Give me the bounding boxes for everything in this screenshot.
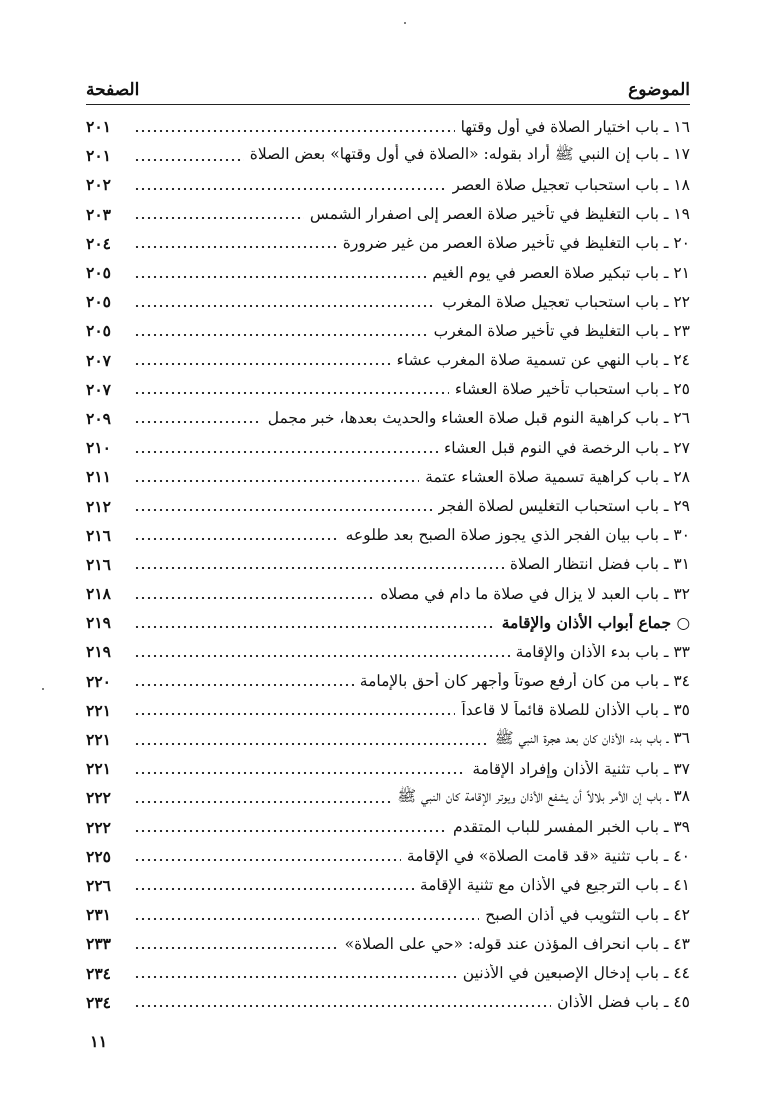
dot-leader — [134, 509, 432, 511]
entry-page-number: ٢١٨ — [86, 584, 111, 604]
header-divider — [86, 104, 690, 105]
entry-title: ٣٤ ـ باب من كان أرفع صوتاً وأجهر كان أحق بالإمامة — [359, 672, 690, 691]
entry-title: ٤٠ ـ باب تثنية «قد قامت الصلاة» في الإقامة — [406, 847, 690, 866]
entry-page-number: ٢١٩ — [86, 642, 111, 662]
entry-page-number: ٢٠٧ — [86, 350, 111, 370]
dot-leader — [134, 947, 339, 949]
entry-page-number: ٢٠٩ — [86, 408, 111, 428]
toc-entry — [86, 287, 690, 316]
scan-speck — [42, 688, 44, 690]
toc-entry — [86, 141, 690, 170]
entry-title: ٤٥ ـ باب فضل الأذان — [557, 993, 690, 1012]
dot-leader — [134, 421, 262, 423]
dot-leader — [134, 684, 354, 686]
toc-entry — [86, 521, 690, 550]
entry-title: ١٦ ـ باب اختيار الصلاة في أول وقتها — [460, 117, 690, 136]
entry-title: ٢٥ ـ باب استحباب تأخير صلاة العشاء — [454, 380, 690, 399]
entry-title: ٢١ ـ باب تبكير صلاة العصر في يوم الغيم — [432, 263, 690, 282]
dot-leader — [134, 217, 304, 219]
toc-entry — [86, 725, 690, 754]
entry-title: ٣٨ ـ باب إن الأمر بلالاً أن يشفع الأذان ويوتر الإقامة كان النبي ﷺ — [397, 787, 690, 806]
entry-title: ٤٣ ـ باب انحراف المؤذن عند قوله: «حي على الصلاة» — [344, 934, 690, 953]
dot-leader — [134, 1005, 551, 1007]
entry-title: ٢٤ ـ باب النهي عن تسمية صلاة المغرب عشاء — [396, 351, 690, 370]
dot-leader — [134, 830, 447, 832]
dot-leader — [134, 655, 510, 657]
entry-page-number: ٢٢٠ — [86, 671, 111, 691]
toc-entry — [86, 900, 690, 929]
entry-page-number: ٢٠٣ — [86, 204, 111, 224]
toc-entry — [86, 229, 690, 258]
toc-entry — [86, 433, 690, 462]
entry-title: ٤٢ ـ باب التثويب في أذان الصبح — [485, 905, 690, 924]
toc-header — [86, 72, 690, 100]
toc-entry — [86, 258, 690, 287]
dot-leader — [134, 859, 401, 861]
topic-column-label: الموضوع — [628, 80, 690, 100]
dot-leader — [134, 480, 419, 482]
dot-leader — [134, 334, 428, 336]
dot-leader — [134, 626, 496, 628]
toc-entry — [86, 346, 690, 375]
toc-entry — [86, 988, 690, 1017]
dot-leader — [134, 772, 466, 774]
dot-leader — [134, 130, 455, 132]
entry-page-number: ٢٢٢ — [86, 788, 111, 808]
dot-leader — [134, 305, 436, 307]
entry-title: ٤١ ـ باب الترجيع في الأذان مع تثنية الإقامة — [419, 876, 690, 895]
dot-leader — [134, 188, 446, 190]
dot-leader — [134, 392, 449, 394]
entry-page-number: ٢١٦ — [86, 554, 111, 574]
entry-page-number: ٢٢١ — [86, 730, 111, 750]
toc-entry — [86, 871, 690, 900]
entry-title: ٤٤ ـ باب إدخال الإصبعين في الأذنين — [462, 964, 690, 983]
dot-leader — [134, 743, 489, 745]
page-number: ١١ — [90, 1032, 108, 1051]
dot-leader — [134, 363, 391, 365]
dot-leader — [134, 538, 340, 540]
dot-leader — [134, 246, 337, 248]
page-column-label: الصفحة — [86, 80, 140, 100]
entry-page-number: ٢٢٥ — [86, 846, 111, 866]
toc-entry — [86, 637, 690, 666]
entry-title: ٣٧ ـ باب تثنية الأذان وإفراد الإقامة — [472, 759, 690, 778]
toc-entry — [86, 462, 690, 491]
toc-entry — [86, 783, 690, 812]
entry-title: ١٧ ـ باب إن النبي ﷺ أراد بقوله: «الصلاة في أول وقتها» بعض الصلاة — [249, 145, 690, 164]
entry-title: ٣٣ ـ باب بدء الأذان والإقامة — [515, 642, 690, 661]
entry-page-number: ٢٢١ — [86, 700, 111, 720]
toc-entry — [86, 316, 690, 345]
entry-page-number: ٢٢٦ — [86, 875, 111, 895]
entry-page-number: ٢٢٢ — [86, 817, 111, 837]
toc-entry — [86, 375, 690, 404]
toc-entry — [86, 754, 690, 783]
entry-title: ٣١ ـ باب فضل انتظار الصلاة — [509, 555, 690, 574]
entry-page-number: ٢٣٤ — [86, 992, 111, 1012]
entry-page-number: ٢١٩ — [86, 613, 111, 633]
entry-title: ١٩ ـ باب التغليظ في تأخير صلاة العصر إلى اصفرار الشمس — [309, 205, 690, 224]
entry-page-number: ٢٠٥ — [86, 321, 111, 341]
entry-title: ١٨ ـ باب استحباب تعجيل صلاة العصر — [452, 175, 690, 194]
entry-title: ٢٨ ـ باب كراهية تسمية صلاة العشاء عتمة — [425, 467, 690, 486]
entry-title: ٢٧ ـ باب الرخصة في النوم قبل العشاء — [443, 438, 690, 457]
toc-entry — [86, 842, 690, 871]
toc-entry — [86, 491, 690, 520]
entry-page-number: ٢٢١ — [86, 759, 111, 779]
entry-page-number: ٢٠٧ — [86, 379, 111, 399]
entry-page-number: ٢٣٣ — [86, 934, 111, 954]
entry-page-number: ٢٠٤ — [86, 233, 111, 253]
toc-section-heading — [86, 608, 690, 637]
dot-leader — [134, 888, 414, 890]
entry-page-number: ٢١٢ — [86, 496, 111, 516]
toc-entry — [86, 958, 690, 987]
dot-leader — [134, 159, 244, 161]
entry-page-number: ٢٣١ — [86, 905, 111, 925]
toc-entry — [86, 200, 690, 229]
entry-page-number: ٢١٦ — [86, 525, 111, 545]
dot-leader — [134, 276, 426, 278]
dot-leader — [134, 976, 457, 978]
table-of-contents — [86, 112, 690, 1017]
dot-leader — [134, 801, 391, 803]
entry-page-number: ٢٠٥ — [86, 292, 111, 312]
toc-entry — [86, 667, 690, 696]
toc-entry — [86, 404, 690, 433]
toc-entry — [86, 550, 690, 579]
entry-title: ○ جماع أبواب الأذان والإقامة — [501, 613, 690, 633]
toc-entry — [86, 813, 690, 842]
entry-title: ٢٦ ـ باب كراهية النوم قبل صلاة العشاء والحديث بعدها، خبر مجمل — [267, 409, 690, 428]
entry-title: ٢٩ ـ باب استحباب التغليس لصلاة الفجر — [437, 497, 690, 516]
entry-title: ٢٣ ـ باب التغليظ في تأخير صلاة المغرب — [433, 321, 690, 340]
entry-page-number: ٢٠١ — [86, 117, 111, 137]
dot-leader — [134, 597, 374, 599]
entry-page-number: ٢٠١ — [86, 146, 111, 166]
entry-title: ٢٠ ـ باب التغليظ في تأخير صلاة العصر من غير ضرورة — [342, 234, 690, 253]
entry-page-number: ٢٠٥ — [86, 263, 111, 283]
toc-entry — [86, 112, 690, 141]
toc-entry — [86, 696, 690, 725]
entry-title: ٣٦ ـ باب بدء الأذان كان بعد هجرة النبي ﷺ — [494, 729, 690, 748]
entry-page-number: ٢٠٢ — [86, 175, 111, 195]
entry-title: ٣٩ ـ باب الخبر المفسر للباب المتقدم — [453, 818, 690, 837]
dot-leader — [134, 918, 479, 920]
dot-leader — [134, 567, 504, 569]
dot-leader — [134, 451, 438, 453]
toc-entry — [86, 579, 690, 608]
entry-title: ٣٠ ـ باب بيان الفجر الذي يجوز صلاة الصبح بعد طلوعه — [345, 526, 690, 545]
dot-leader — [134, 713, 455, 715]
entry-page-number: ٢١٠ — [86, 438, 111, 458]
scan-speck — [404, 22, 406, 24]
entry-page-number: ٢٣٤ — [86, 963, 111, 983]
toc-entry — [86, 929, 690, 958]
entry-title: ٣٢ ـ باب العبد لا يزال في صلاة ما دام في مصلاه — [380, 584, 690, 603]
toc-entry — [86, 170, 690, 199]
entry-page-number: ٢١١ — [86, 467, 111, 487]
entry-title: ٢٢ ـ باب استحباب تعجيل صلاة المغرب — [442, 292, 690, 311]
entry-title: ٣٥ ـ باب الأذان للصلاة قائماً لا قاعداً — [461, 701, 690, 720]
